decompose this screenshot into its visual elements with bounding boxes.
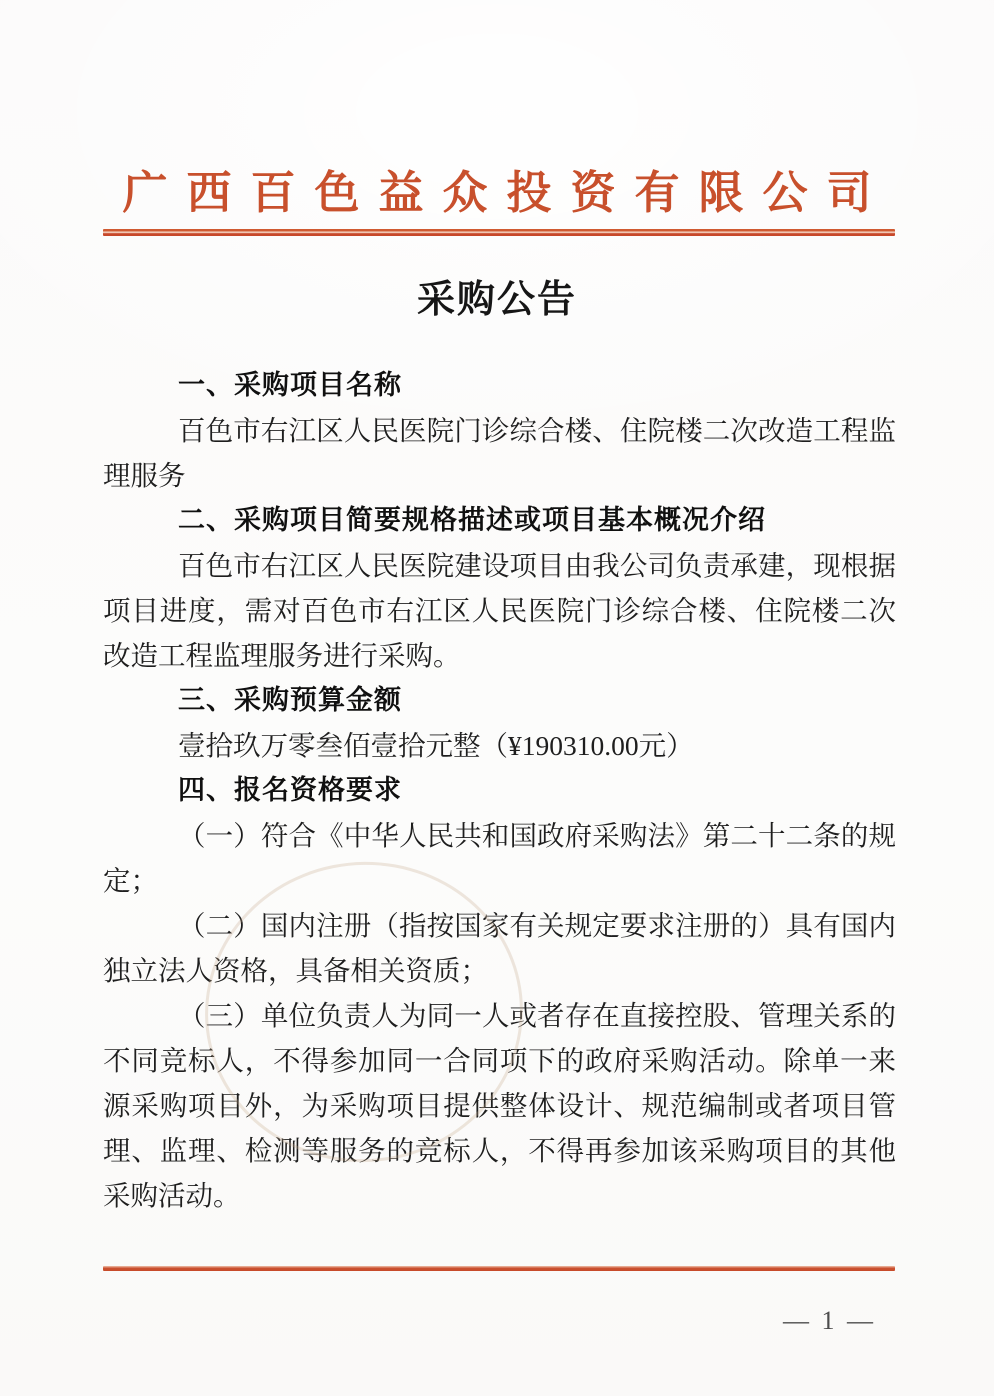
- section-heading: 三、采购预算金额: [178, 685, 402, 715]
- section-heading: 二、采购项目简要规格描述或项目基本概况介绍: [178, 505, 766, 535]
- header-rule: [103, 229, 895, 236]
- doc-title: 采购公告: [416, 279, 577, 321]
- paragraph: 壹拾玖万零叁佰壹拾元整（¥190310.00元）: [178, 730, 694, 761]
- paragraph: 百色市右江区人民医院建设项目由我公司负责承建，现根据项目进度，需对百色市右江区人民医院门诊综合楼、住院楼二次改造工程监理服务进行采购。: [103, 550, 896, 671]
- document-body: [103, 363, 896, 1218]
- section-heading: 四、报名资格要求: [178, 775, 402, 805]
- section-qualification-requirements: [103, 768, 896, 1218]
- paragraph: （二）国内注册（指按国家有关规定要求注册的）具有国内独立法人资格，具备相关资质；: [103, 910, 896, 986]
- paragraph: （三）单位负责人为同一人或者存在直接控股、管理关系的不同竞标人，不得参加同一合同项下的政府采购活动。除单一来源采购项目外，为采购项目提供整体设计、规范编制或者项目管理、监理、检测等服务的竞标人，不得再参加该采购项目的其他采购活动。: [103, 1000, 896, 1211]
- section-project-name: [103, 363, 896, 498]
- paragraph: （一）符合《中华人民共和国政府采购法》第二十二条的规定；: [103, 820, 896, 896]
- company-title: 广西百色益众投资有限公司: [122, 168, 891, 218]
- footer-rule: [103, 1266, 895, 1271]
- section-project-description: [103, 498, 896, 678]
- page-number: — 1 —: [783, 1306, 876, 1335]
- paragraph: 百色市右江区人民医院门诊综合楼、住院楼二次改造工程监理服务: [103, 415, 896, 491]
- section-budget: [103, 678, 896, 768]
- section-heading: 一、采购项目名称: [178, 370, 402, 400]
